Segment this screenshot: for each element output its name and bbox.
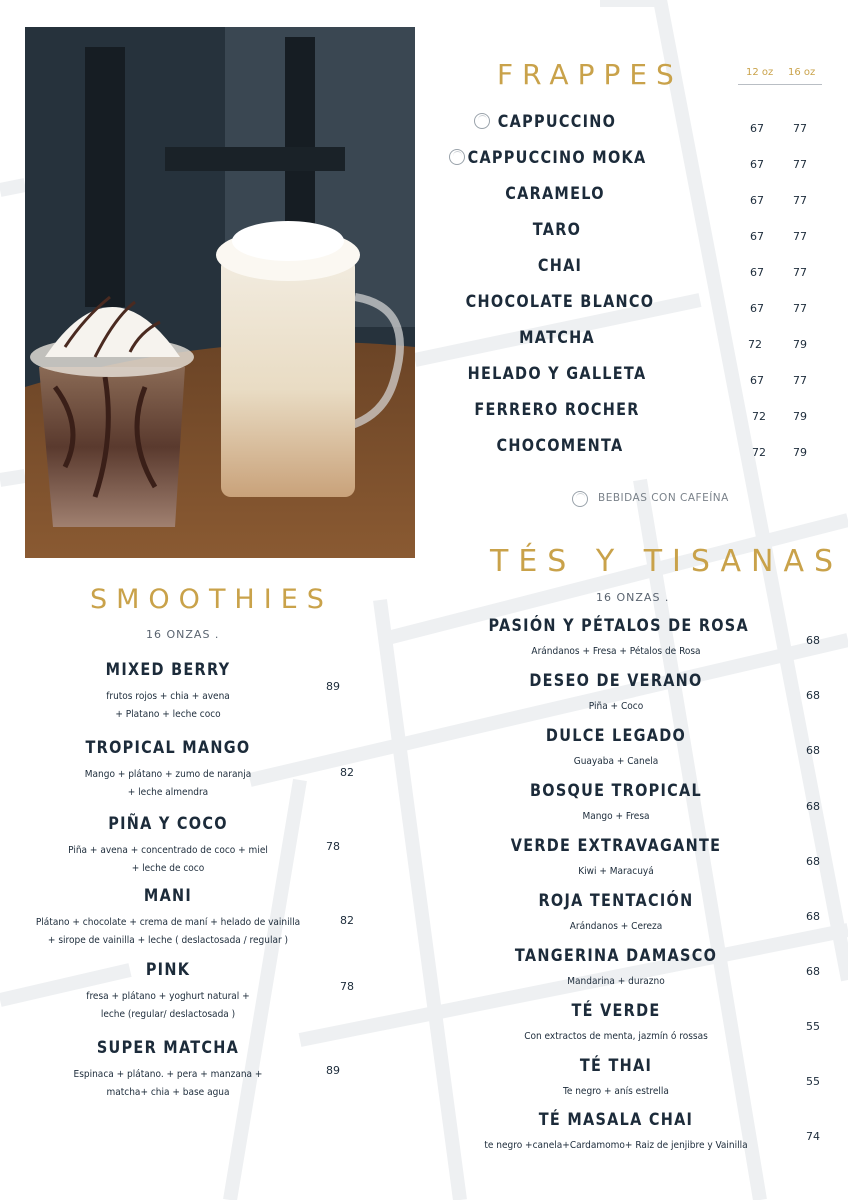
frappe-price-12oz: 67 — [750, 122, 764, 135]
smoothie-item-desc-line1: Mango + plátano + zumo de naranja — [84, 769, 252, 780]
frappe-illustration — [25, 27, 415, 558]
smoothie-item-desc-line2: + sirope de vainilla + leche ( deslactosada / regular ) — [47, 935, 289, 946]
te-price: 55 — [806, 1075, 820, 1088]
smoothie-item-desc-line2: + leche de coco — [131, 863, 205, 874]
frappe-item-name: CAPPUCCINO MOKA — [467, 148, 647, 168]
te-item-name: VERDE EXTRAVAGANTE — [510, 836, 722, 856]
smoothie-item-desc-line2: matcha+ chia + base agua — [106, 1087, 230, 1098]
te-item-name: DULCE LEGADO — [545, 726, 687, 746]
col-header-12oz: 12 oz — [746, 67, 774, 78]
smoothies-title: SMOOTHIES — [90, 584, 333, 615]
smoothie-item-desc-line2: + leche almendra — [127, 787, 209, 798]
frappe-price-16oz: 77 — [793, 374, 807, 387]
frappe-item-name: FERRERO ROCHER — [474, 400, 640, 420]
smoothie-price: 78 — [326, 840, 340, 853]
frappe-price-16oz: 77 — [793, 158, 807, 171]
frappe-price-16oz: 77 — [793, 230, 807, 243]
frappe-price-12oz: 67 — [750, 158, 764, 171]
smoothie-price: 89 — [326, 1064, 340, 1077]
frappe-price-16oz: 79 — [793, 338, 807, 351]
frappe-price-16oz: 79 — [793, 446, 807, 459]
te-price: 68 — [806, 855, 820, 868]
smoothie-price: 82 — [340, 766, 354, 779]
caffeine-legend: BEBIDAS CON CAFEÍNA — [598, 492, 729, 504]
te-item-desc: Arándanos + Fresa + Pétalos de Rosa — [531, 646, 701, 657]
te-item-desc: Kiwi + Maracuyá — [578, 866, 654, 877]
te-price: 68 — [806, 689, 820, 702]
smoothie-item-desc-line2: leche (regular/ deslactosada ) — [100, 1009, 236, 1020]
smoothies-subtitle: 16 ONZAS . — [146, 628, 220, 641]
te-price: 68 — [806, 965, 820, 978]
frappe-photo — [25, 27, 415, 558]
smoothie-item-desc-line1: fresa + plátano + yoghurt natural + — [86, 991, 250, 1002]
te-item-desc: Mango + Fresa — [582, 811, 650, 822]
frappe-price-12oz: 67 — [750, 302, 764, 315]
frappe-price-12oz: 72 — [752, 446, 766, 459]
tes-title: TÉS Y TISANAS — [490, 544, 844, 579]
te-price: 68 — [806, 634, 820, 647]
frappes-title: FRAPPES — [497, 58, 683, 91]
frappe-item-name: TARO — [532, 220, 582, 240]
frappe-item-name: HELADO Y GALLETA — [467, 364, 647, 384]
te-item-desc: Con extractos de menta, jazmín ó rossas — [524, 1031, 708, 1042]
te-price: 68 — [806, 910, 820, 923]
frappe-item-name: CHOCOLATE BLANCO — [465, 292, 655, 312]
te-price: 74 — [806, 1130, 820, 1143]
frappe-item-name: CARAMELO — [505, 184, 605, 204]
smoothie-item-desc-line1: frutos rojos + chia + avena — [106, 691, 230, 702]
smoothie-item-name: PINK — [145, 960, 191, 980]
smoothie-item-name: MIXED BERRY — [105, 660, 231, 680]
smoothie-item-desc-line1: Espinaca + plátano. + pera + manzana + — [73, 1069, 263, 1080]
frappe-item-name: CHOCOMENTA — [496, 436, 624, 456]
te-item-name: TÉ THAI — [579, 1056, 653, 1076]
te-item-name: DESEO DE VERANO — [529, 671, 703, 691]
smoothie-price: 78 — [340, 980, 354, 993]
smoothie-item-name: PIÑA Y COCO — [108, 814, 228, 834]
frappe-price-12oz: 67 — [750, 374, 764, 387]
frappe-item-name: MATCHA — [519, 328, 595, 348]
col-header-16oz: 16 oz — [788, 67, 816, 78]
frappe-price-12oz: 67 — [750, 266, 764, 279]
frappe-price-16oz: 77 — [793, 194, 807, 207]
te-price: 55 — [806, 1020, 820, 1033]
te-item-desc: Te negro + anís estrella — [563, 1086, 669, 1097]
te-item-desc: Guayaba + Canela — [573, 756, 659, 767]
te-item-name: TÉ VERDE — [571, 1001, 661, 1021]
header-divider — [738, 84, 822, 85]
smoothie-item-desc-line1: Piña + avena + concentrado de coco + miel — [68, 845, 268, 856]
smoothie-item-desc-line1: Plátano + chocolate + crema de maní + helado de vainilla — [35, 917, 301, 928]
frappe-price-16oz: 77 — [793, 122, 807, 135]
frappe-price-12oz: 67 — [750, 230, 764, 243]
smoothie-item-name: TROPICAL MANGO — [85, 738, 251, 758]
te-item-name: BOSQUE TROPICAL — [530, 781, 702, 801]
te-item-desc: te negro +canela+Cardamomo+ Raiz de jenjibre y Vainilla — [484, 1140, 748, 1151]
frappe-item-name: CAPPUCCINO — [497, 112, 617, 132]
smoothie-item-desc-line2: + Platano + leche coco — [115, 709, 221, 720]
frappe-price-12oz: 72 — [752, 410, 766, 423]
te-price: 68 — [806, 800, 820, 813]
smoothie-price: 82 — [340, 914, 354, 927]
te-item-desc: Arándanos + Cereza — [569, 921, 663, 932]
te-item-name: ROJA TENTACIÓN — [538, 891, 694, 911]
te-item-desc: Piña + Coco — [588, 701, 644, 712]
frappe-item-name: CHAI — [537, 256, 583, 276]
frappe-price-16oz: 79 — [793, 410, 807, 423]
tes-subtitle: 16 ONZAS . — [596, 591, 670, 604]
frappe-price-12oz: 67 — [750, 194, 764, 207]
smoothie-item-name: SUPER MATCHA — [96, 1038, 240, 1058]
frappe-price-16oz: 77 — [793, 302, 807, 315]
frappe-price-12oz: 72 — [748, 338, 762, 351]
smoothie-item-name: MANI — [143, 886, 193, 906]
caffeine-legend-icon — [572, 491, 588, 507]
te-price: 68 — [806, 744, 820, 757]
te-item-desc: Mandarina + durazno — [567, 976, 665, 987]
te-item-name: PASIÓN Y PÉTALOS DE ROSA — [488, 616, 749, 636]
te-item-name: TÉ MASALA CHAI — [538, 1110, 694, 1130]
te-item-name: TANGERINA DAMASCO — [514, 946, 718, 966]
frappe-price-16oz: 77 — [793, 266, 807, 279]
smoothie-price: 89 — [326, 680, 340, 693]
